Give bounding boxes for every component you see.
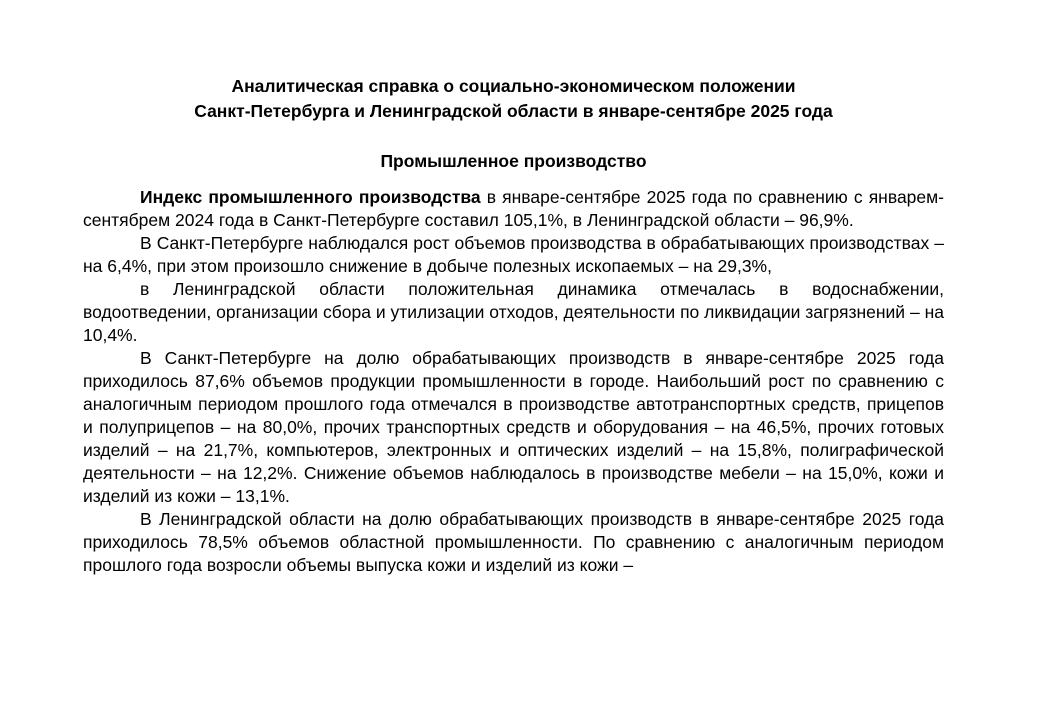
paragraph-5: В Ленинградской области на долю обрабатывающих производств в январе-сентябре 2025 года приходилось 78,5% объемов областной промышленности. По сравнению с аналогичным периодом прошлого года возросли объемы выпуска кожи и изделий из кожи – — [83, 509, 944, 575]
document-title-line-1: Аналитическая справка о социально-экономическом положении — [231, 76, 796, 96]
document-page — [83, 74, 944, 577]
paragraph-4: В Санкт-Петербурге на долю обрабатывающих производств в январе-сентябре 2025 года приходилось 87,6% объемов продукции промышленности в городе. Наибольший рост по сравнению с аналогичным периодом прошлого года отмечался в производстве автотранспортных средств, прицепов и полуприцепов – на 80,0%, прочих транспортных средств и оборудования – на 46,5%, прочих готовых изделий – на 21,7%, компьютеров, электронных и оптических изделий – на 15,8%, полиграфической деятельности – на 12,2%. Снижение объемов наблюдалось в производстве мебели – на 15,0%, кожи и изделий из кожи – 13,1%. — [83, 348, 944, 506]
paragraph-2: В Санкт-Петербурге наблюдался рост объемов производства в обрабатывающих производствах – на 6,4%, при этом произошло снижение в добыче полезных ископаемых – на 29,3%, — [83, 233, 944, 276]
paragraph-3: в Ленинградской области положительная динамика отмечалась в водоснабжении, водоотведении, организации сбора и утилизации отходов, деятельности по ликвидации загрязнений – на 10,4%. — [83, 279, 944, 345]
paragraph-1-bold-lead: Индекс промышленного производства — [140, 187, 481, 207]
section-heading: Промышленное производство — [380, 151, 647, 171]
document-title — [83, 74, 944, 124]
paragraph-1 — [83, 186, 944, 232]
paragraph-1-text: в январе-сентябре 2025 года по сравнению с январем-сентябрем 2024 года в Санкт-Петербурге составил 105,1%, в Ленинградской области – 96,9%. — [83, 187, 944, 230]
document-title-line-2: Санкт-Петербурга и Ленинградской области в январе-сентябре 2025 года — [194, 101, 833, 121]
